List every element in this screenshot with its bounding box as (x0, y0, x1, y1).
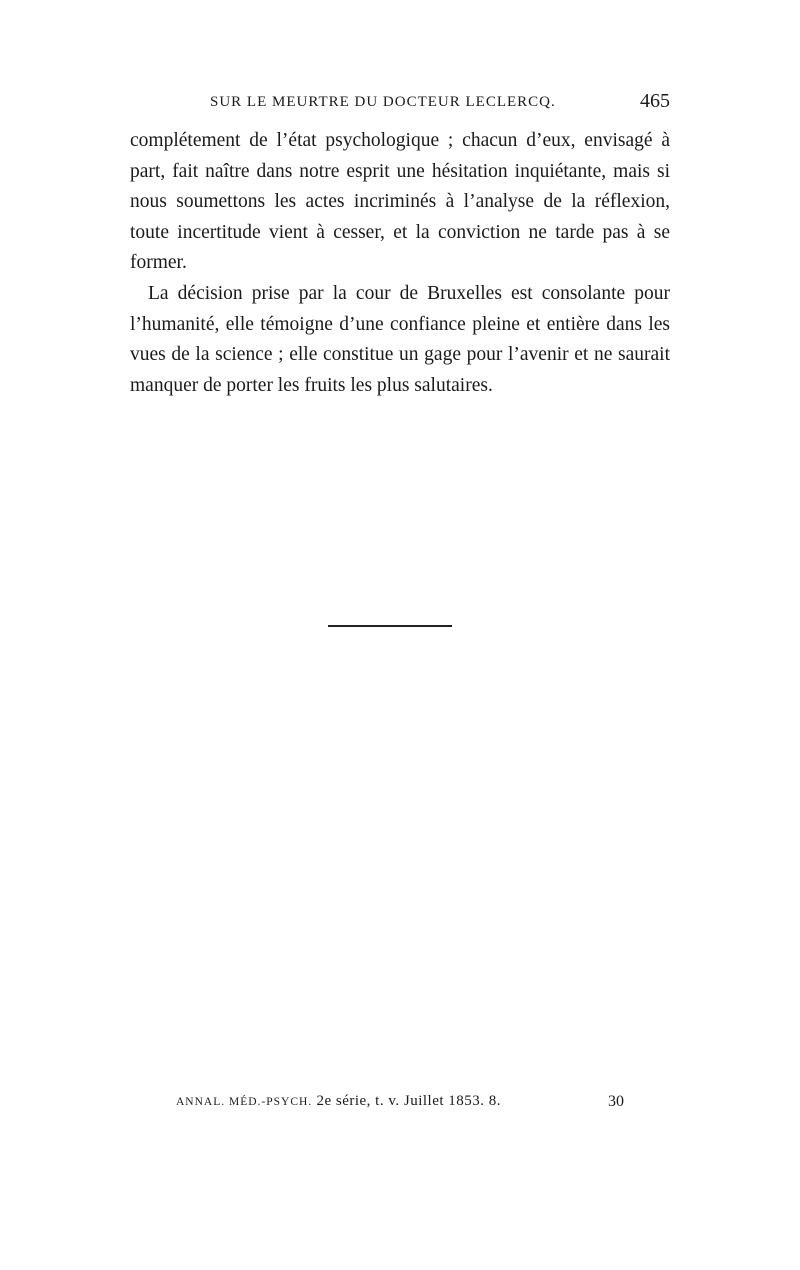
page-number: 465 (640, 90, 670, 112)
sheet-number: 30 (608, 1093, 624, 1110)
running-head (130, 90, 670, 120)
paragraph-continuation: complétement de l’état psychologique ; chacun d’eux, envisagé à part, fait naître dans notre esprit une hésitation inquiétante, mais si nous soumettons les actes incriminés à l’analyse de la réflexion, toute incertitude vient à cesser, et la conviction ne tarde pas à se former. (130, 130, 670, 274)
signature-details: 2e série, t. v. Juillet 1853. 8. (312, 1093, 502, 1109)
paragraph: La décision prise par la cour de Bruxelles est consolante pour l’humanité, elle témoigne d’une confiance pleine et entière dans les vues de la science ; elle constitue un gage pour l’avenir et ne saurait manquer de porter les fruits les plus salutaires. (130, 282, 670, 396)
signature-mark (176, 1093, 501, 1110)
signature-journal: ANNAL. MÉD.-PSYCH. (176, 1096, 313, 1108)
section-end-rule (328, 625, 452, 627)
signature-line (176, 1090, 636, 1116)
running-head-title: SUR LE MEURTRE DU DOCTEUR LECLERCQ. (210, 94, 556, 110)
body-text (130, 126, 670, 401)
